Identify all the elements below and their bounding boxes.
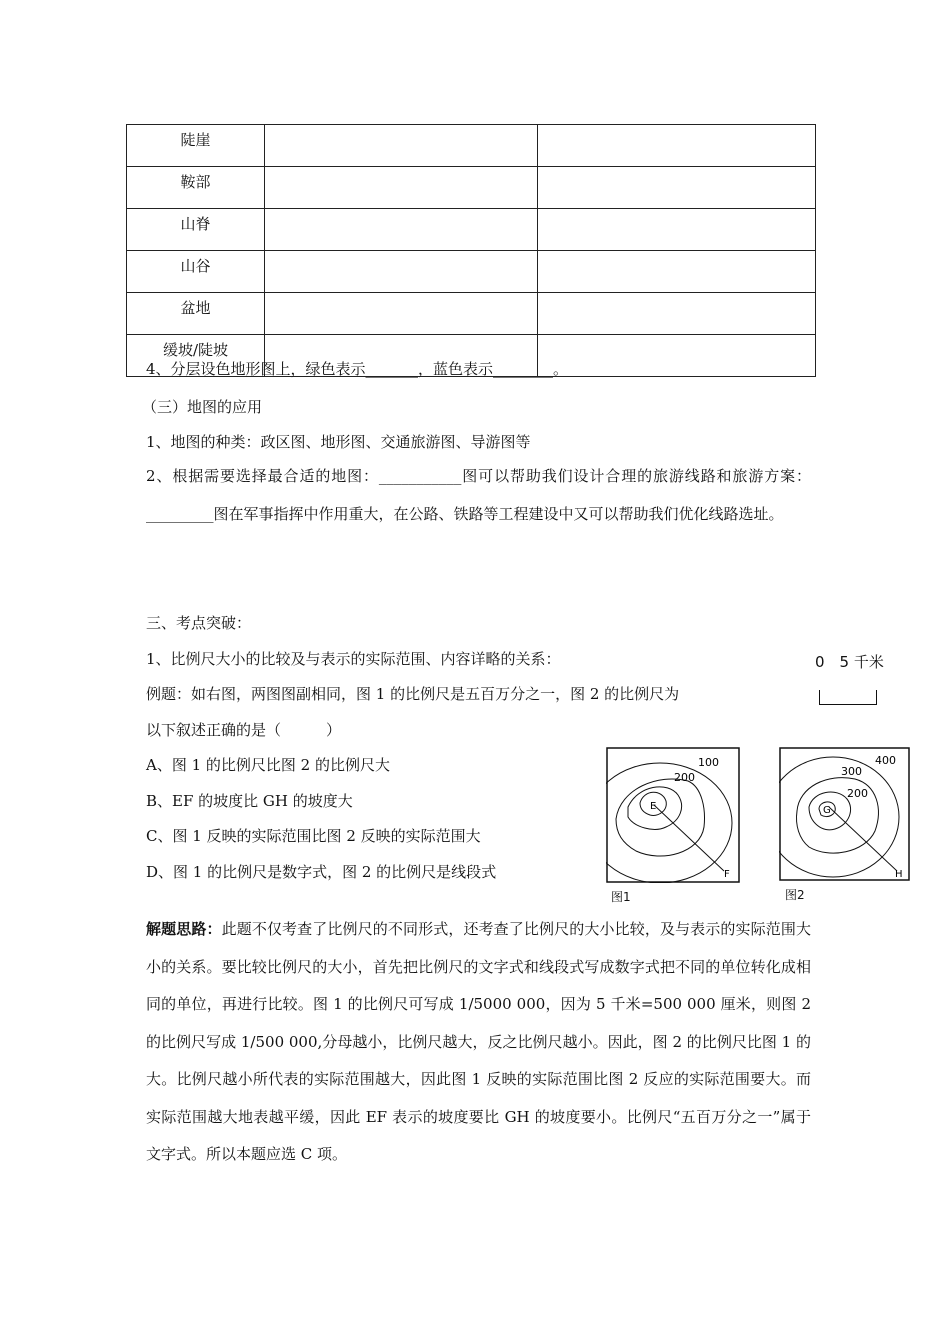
section-heading-3: （三）地图的应用 bbox=[142, 398, 263, 416]
terrain-table bbox=[126, 124, 816, 377]
blank-cell bbox=[538, 335, 816, 377]
table-row bbox=[127, 125, 816, 167]
row-label: 缓坡/陡坡 bbox=[127, 335, 265, 377]
point-1-heading: 1、比例尺大小的比较及与表示的实际范围、内容详略的关系： bbox=[146, 650, 561, 668]
breakthrough-heading: 三、考点突破： bbox=[146, 614, 252, 632]
example-line-b: 以下叙述正确的是（ ） bbox=[146, 721, 342, 739]
blank-cell bbox=[265, 293, 538, 335]
figure-1 bbox=[606, 747, 740, 883]
row-label: 盆地 bbox=[127, 293, 265, 335]
contour-label-400: 400 bbox=[875, 754, 896, 767]
contour-label-200: 200 bbox=[674, 771, 695, 784]
row-label: 陡崖 bbox=[127, 125, 265, 167]
contour-label-300: 300 bbox=[841, 765, 862, 778]
figure-2 bbox=[779, 747, 910, 881]
map-types-line: 1、地图的种类：政区图、地形图、交通旅游图、导游图等 bbox=[146, 433, 531, 451]
figure-2-caption: 图2 bbox=[785, 888, 805, 902]
solution-label: 解题思路： bbox=[146, 920, 222, 938]
table-row bbox=[127, 209, 816, 251]
blank-cell bbox=[265, 251, 538, 293]
blank-cell bbox=[538, 125, 816, 167]
row-label: 山脊 bbox=[127, 209, 265, 251]
point-e-label: E bbox=[650, 801, 657, 812]
blank-cell bbox=[538, 167, 816, 209]
scale-bar bbox=[819, 690, 877, 705]
option-b: B、EF 的坡度比 GH 的坡度大 bbox=[146, 792, 353, 810]
contour-label-200: 200 bbox=[847, 787, 868, 800]
point-h-label: H bbox=[895, 869, 903, 880]
figure-1-frame bbox=[607, 748, 739, 882]
map-choice-paragraph: 2、根据需要选择最合适的地图：___________图可以帮助我们设计合理的旅游线路和旅游方案：_________图在军事指挥中作用重大，在公路、铁路等工程建设中又可以帮助我们优化线路选址。 bbox=[146, 467, 811, 523]
figure-1-contour-map bbox=[606, 747, 740, 883]
option-d: D、图 1 的比例尺是数字式，图 2 的比例尺是线段式 bbox=[146, 863, 497, 881]
blank-cell bbox=[265, 167, 538, 209]
blank-cell bbox=[538, 209, 816, 251]
row-label: 鞍部 bbox=[127, 167, 265, 209]
row-label: 山谷 bbox=[127, 251, 265, 293]
option-c: C、图 1 反映的实际范围比图 2 反映的实际范围大 bbox=[146, 827, 481, 845]
table-row bbox=[127, 167, 816, 209]
question-4: 4、分层设色地形图上，绿色表示_______，蓝色表示________。 bbox=[146, 360, 569, 378]
blank-cell bbox=[265, 125, 538, 167]
blank-cell bbox=[538, 293, 816, 335]
blank-cell bbox=[538, 251, 816, 293]
example-line-a: 例题：如右图，两图图副相同，图 1 的比例尺是五百万分之一，图 2 的比例尺为 bbox=[146, 685, 680, 703]
scale-label: 0 5 千米 bbox=[815, 653, 884, 671]
solution-paragraph bbox=[146, 911, 811, 1174]
point-f-label: F bbox=[724, 869, 730, 880]
contour-label-100: 100 bbox=[698, 756, 719, 769]
solution-text: 此题不仅考查了比例尺的不同形式，还考查了比例尺的大小比较，及与表示的实际范围大小的关系。要比较比例尺的大小，首先把比例尺的文字式和线段式写成数字式把不同的单位转化成相同的单位，再进行比较。图 1 的比例尺可写成 1/5000 000，因为 5 千米=500 000 厘米，则图 2 的比例尺写成 1/500 000,分母越小，比例尺越大，反之比例尺越小。因此，图 2 的比例尺比图 1 的大。比例尺越小所代表的实际范围越大，因此图 1 反映的实际范围比图 2 反应的实际范围要大。而实际范围越大地表越平缓，因此 EF 表示的坡度要比 GH 的坡度要小。比例尺“五百万分之一”属于文字式。所以本题应选 C 项。 bbox=[146, 920, 811, 1163]
figure-1-caption: 图1 bbox=[611, 890, 631, 904]
option-a: A、图 1 的比例尺比图 2 的比例尺大 bbox=[146, 756, 390, 774]
point-g-label: G bbox=[823, 805, 831, 816]
figure-2-contour-map bbox=[779, 747, 910, 881]
blank-cell bbox=[265, 209, 538, 251]
table-row bbox=[127, 251, 816, 293]
table-row bbox=[127, 293, 816, 335]
